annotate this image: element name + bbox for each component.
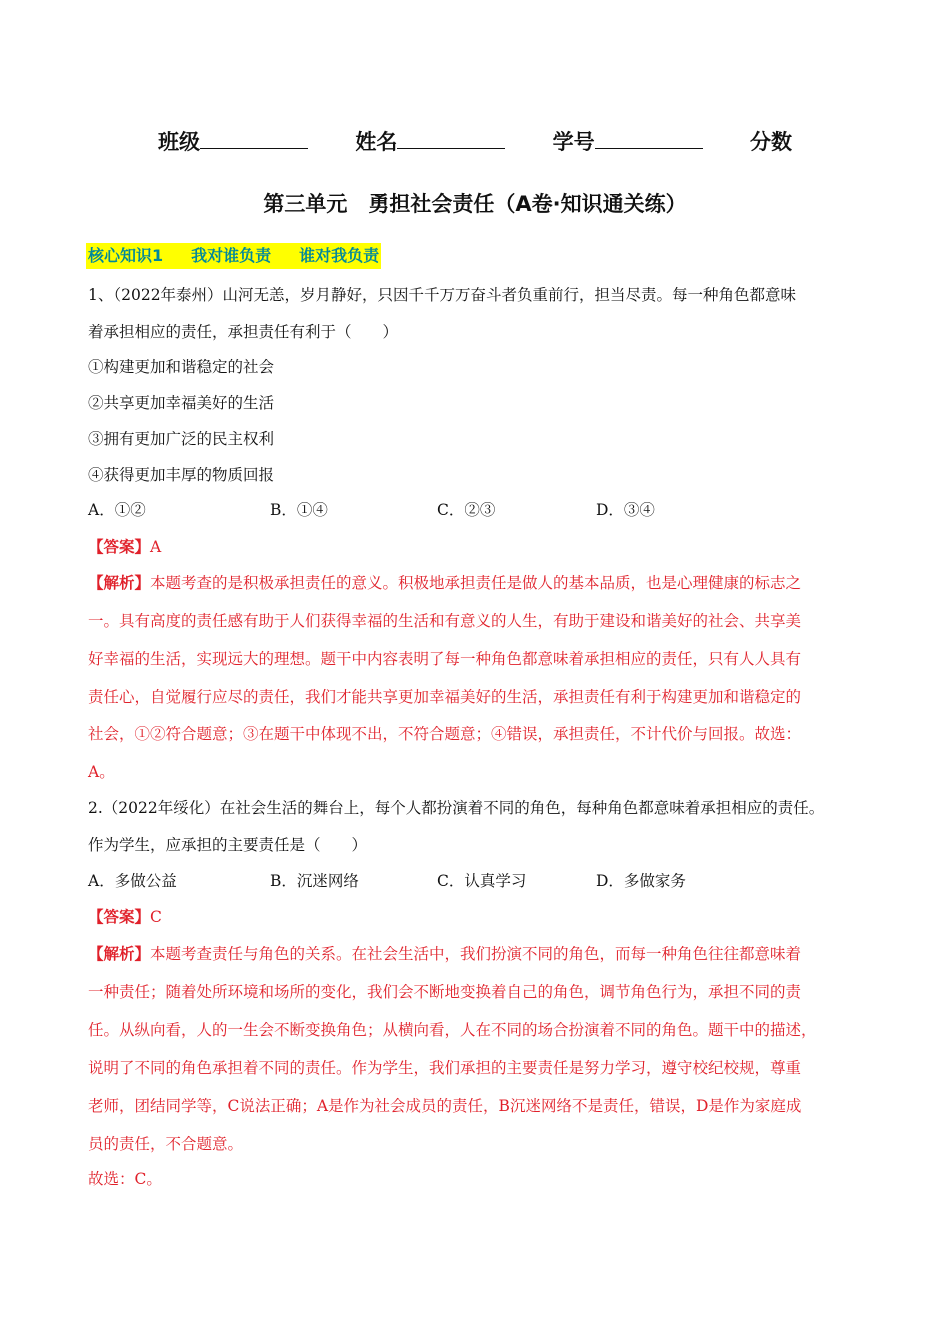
q2-stem-line1: 2.（2022年绥化）在社会生活的舞台上，每个人都扮演着不同的角色，每种角色都意味着承担相应的责任。 — [88, 799, 825, 817]
number-blank[interactable] — [595, 130, 703, 149]
q2-option-d[interactable]: D．多做家务 — [596, 872, 686, 890]
q2-option-c[interactable]: C．认真学习 — [437, 872, 527, 890]
student-number-field: 学号 — [553, 126, 703, 156]
name-field: 姓名 — [355, 126, 505, 156]
student-info-line — [0, 126, 950, 156]
q2-option-b[interactable]: B．沉迷网络 — [270, 872, 359, 890]
q2-stem-line2: 作为学生，应承担的主要责任是（ ） — [88, 836, 368, 854]
class-field: 班级 — [158, 126, 308, 156]
q2-conclusion: 故选：C。 — [88, 1170, 162, 1188]
q1-analysis-line3: 好幸福的生活，实现远大的理想。题干中内容表明了每一种角色都意味着承担相应的责任，只有人人具有 — [88, 650, 802, 668]
q1-stem-line2: 着承担相应的责任，承担责任有利于（ ） — [88, 323, 399, 341]
q1-option-a[interactable]: A．①② — [88, 501, 146, 519]
q2-analysis-line5: 老师，团结同学等，C说法正确；A是作为社会成员的责任，B沉迷网络不是责任，错误，D是作为家庭成 — [88, 1097, 802, 1115]
q1-item-1: ①构建更加和谐稳定的社会 — [88, 358, 275, 376]
q1-stem-line1: 1、（2022年泰州）山河无恙，岁月静好，只因千千万万奋斗者负重前行，担当尽责。每一种角色都意味 — [88, 286, 797, 304]
class-blank[interactable] — [200, 130, 308, 149]
section-label: 核心知识1 — [88, 246, 164, 265]
q1-option-c[interactable]: C．②③ — [437, 501, 496, 519]
q1-item-4: ④获得更加丰厚的物质回报 — [88, 466, 275, 484]
q2-analysis-line3: 任。从纵向看，人的一生会不断变换角色；从横向看，人在不同的场合扮演着不同的角色。题干中的描述， — [88, 1021, 817, 1039]
q1-item-3: ③拥有更加广泛的民主权利 — [88, 430, 275, 448]
q2-analysis-line6: 员的责任，不合题意。 — [88, 1135, 244, 1153]
q1-option-d[interactable]: D．③④ — [596, 501, 655, 519]
q1-analysis-line5: 社会，①②符合题意；③在题干中体现不出，不符合题意；④错误，承担责任，不计代价与回报。故选： — [88, 725, 802, 743]
score-field: 分数 — [749, 130, 792, 154]
q2-analysis-line2: 一种责任；随着处所环境和场所的变化，我们会不断地变换着自己的角色，调节角色行为，承担不同的责 — [88, 983, 802, 1001]
q1-analysis-line4: 责任心，自觉履行应尽的责任，我们才能共享更加幸福美好的生活，承担责任有利于构建更加和谐稳定的 — [88, 688, 802, 706]
page-title: 第三单元 勇担社会责任（A卷·知识通关练） — [263, 192, 687, 216]
q2-option-a[interactable]: A．多做公益 — [88, 872, 177, 890]
section-heading — [86, 243, 381, 269]
q1-option-b[interactable]: B．①④ — [270, 501, 328, 519]
q2-answer: 【答案】C — [88, 908, 162, 926]
q1-analysis-line1: 【解析】本题考查的是积极承担责任的意义。积极地承担责任是做人的基本品质，也是心理健康的标志之 — [88, 574, 802, 592]
section-heading-a: 我对谁负责 — [191, 246, 272, 265]
q1-answer: 【答案】A — [88, 538, 162, 556]
q1-analysis-line6: A。 — [88, 763, 115, 781]
name-blank[interactable] — [397, 130, 505, 149]
q2-analysis-line1: 【解析】本题考查责任与角色的关系。在社会生活中，我们扮演不同的角色，而每一种角色往往都意味着 — [88, 945, 802, 963]
q1-analysis-line2: 一。具有高度的责任感有助于人们获得幸福的生活和有意义的人生，有助于建设和谐美好的社会、共享美 — [88, 612, 802, 630]
q2-analysis-line4: 说明了不同的角色承担着不同的责任。作为学生，我们承担的主要责任是努力学习，遵守校纪校规，尊重 — [88, 1059, 802, 1077]
q1-item-2: ②共享更加幸福美好的生活 — [88, 394, 275, 412]
section-heading-b: 谁对我负责 — [299, 246, 380, 265]
